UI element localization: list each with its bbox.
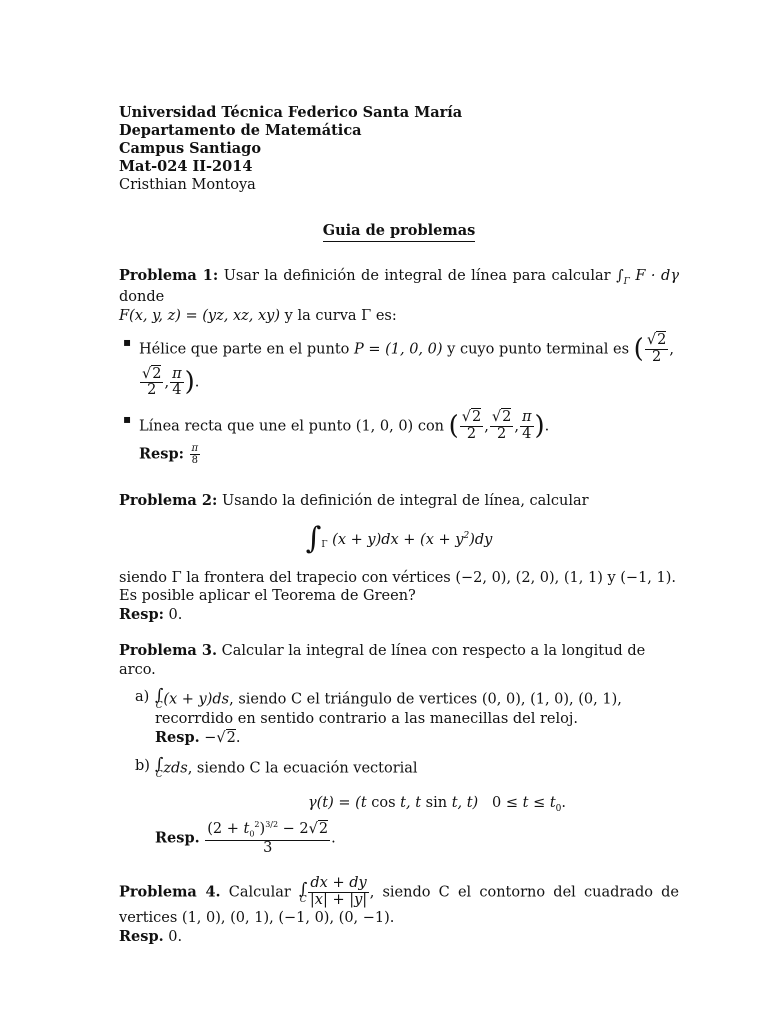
problem-4-resp: Resp. 0. [119, 927, 183, 945]
problem-2-formula: $\int_\Gamma$ $(x + y)dx + (x + y^2)dy$ [305, 521, 493, 557]
problem-2-resp: Resp: 0. [119, 605, 183, 623]
problem-3-text: Calcular la integral de línea con respecto a la longitud de arco. [119, 643, 646, 678]
problem-4-statement: Problema 4. Calcular ∫ C $\frac{dx + dy}{|x| + |y|}$ , siendo C el contorno del cuadrado de vertices (1, 0), (0, 1), (−1, 0), (0, −1). [119, 875, 680, 927]
course-code: Mat-024 II-2014 [119, 158, 253, 175]
problem-2 [119, 492, 679, 625]
problem-3-statement [119, 642, 679, 679]
problem-3-part-b: b) ∫ C zds, siendo C la ecuación vectorial γ(t) = (t cos t, t sin t, t) $0 \le t \le t_0$. Resp. $\frac{(2 + t_0^2)^{3/2} - 2√2}{3}$ . [135, 757, 679, 856]
problem-3-parts [119, 684, 679, 857]
problem-4 [119, 876, 679, 946]
department-name: Departamento de Matemática [119, 122, 362, 139]
problem-3-b-resp: Resp. $\frac{(2 + t_0^2)^{3/2} - 2√2}{3}$ . [155, 819, 336, 856]
page-title [119, 222, 679, 241]
problem-1-text-b: donde [119, 288, 165, 305]
problem-1-bullet-1: ▪ Hélice que parte en el punto P = (1, 0, 0) y cuyo punto terminal es ( $\frac{√2}{2}$ , $\frac{√2}{2}$ , $\frac{\pi}{4}$ ). [139, 333, 679, 400]
problem-2-statement [119, 492, 679, 511]
problem-2-text: Usando la definición de integral de línea, calcular [221, 492, 589, 509]
university-name: Universidad Técnica Federico Santa María [119, 104, 463, 121]
problem-4-label: Problema 4. [119, 883, 221, 901]
problem-1-field: F(x, y, z) = (yz, xz, xy) [119, 307, 281, 324]
problem-1-integral: $\int_\Gamma$ F · dγ [616, 267, 679, 287]
document-header [119, 104, 679, 194]
problem-3-part-a: a) ∫ C (x + y)ds, siendo C el triángulo de vertices (0, 0), (1, 0), (0, 1), recorrdido en sentido contrario a las manecillas del reloj. Resp. −√2. [135, 684, 622, 746]
problem-3-label: Problema 3. [119, 642, 218, 660]
problem-1-text-a: Usar la definición de integral de línea para calcular [223, 267, 611, 284]
problem-1-resp-value: $\frac{\pi}{8}$ [191, 442, 199, 466]
document-page [119, 104, 679, 946]
problem-3-vector-eq: γ(t) = (t cos t, t sin t, t) $0 \le t \le t_0$. [307, 794, 567, 814]
campus-name: Campus Santiago [119, 140, 261, 157]
problem-1-statement [119, 267, 679, 326]
problem-1 [119, 267, 679, 466]
problem-2-label: Problema 2: [119, 491, 218, 509]
page-title-text: Guia de problemas [323, 222, 476, 242]
problem-1-bullet-2: ▪ Línea recta que une el punto (1, 0, 0) con ( $\frac{√2}{2}$ , $\frac{√2}{2}$ , $\frac{\pi}{4}$ ). Resp: $\frac{\pi}{8}$ [139, 410, 679, 466]
problem-1-resp-label: Resp: [139, 445, 184, 463]
problem-2-line-2: Es posible aplicar el Teorema de Green? [119, 588, 416, 605]
problem-1-text-c: y la curva Γ es: [284, 307, 397, 324]
problem-2-line-1: siendo Γ la frontera del trapecio con vértices (−2, 0), (2, 0), (1, 1) y (−1, 1). [119, 569, 677, 586]
problem-1-label: Problema 1: [119, 266, 219, 284]
problem-3 [119, 642, 679, 856]
problem-1-list [119, 333, 679, 466]
author-name: Cristhian Montoya [119, 177, 256, 193]
